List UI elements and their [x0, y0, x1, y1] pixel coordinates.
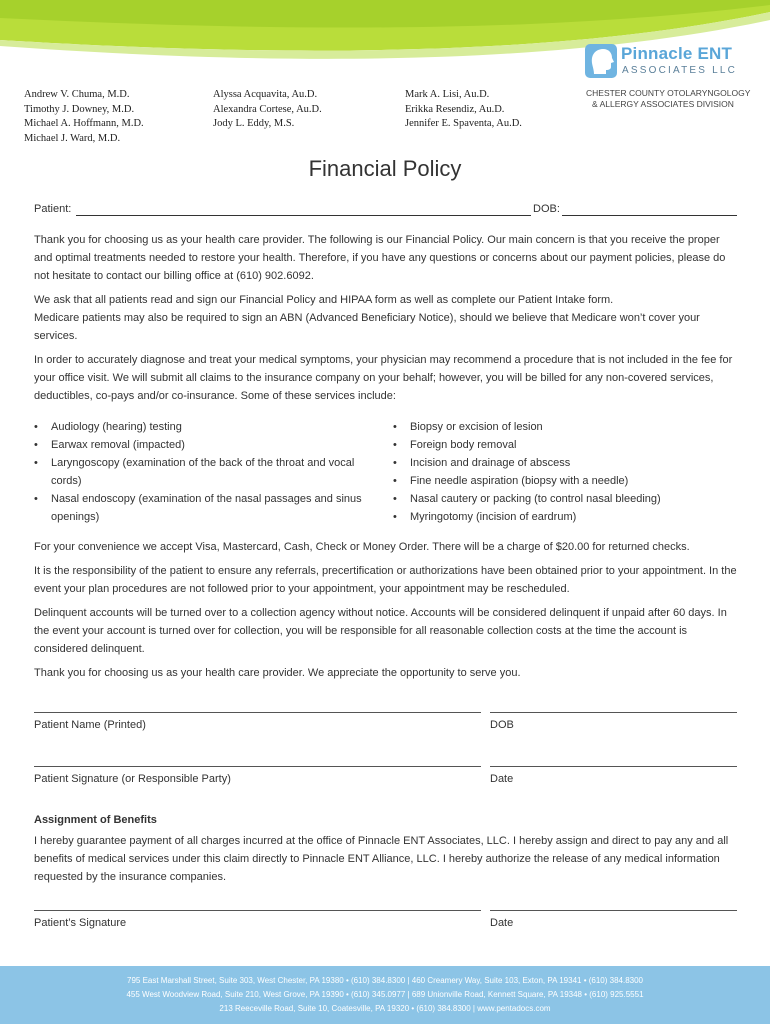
list-item: • Audiology (hearing) testing: [34, 418, 379, 436]
dob-line[interactable]: [490, 712, 737, 713]
assign-date-line[interactable]: [490, 910, 737, 911]
patient-signature-label: Patient Signature (or Responsible Party): [34, 773, 231, 785]
logo-name: Pinnacle ENT: [621, 44, 733, 63]
dob-label: DOB:: [533, 203, 560, 215]
dob-sig-label: DOB: [490, 719, 514, 731]
doctor-list-col2: [213, 88, 322, 132]
doctor-list-col1: [24, 88, 144, 146]
services-list-right: [393, 418, 738, 526]
patient-field[interactable]: [76, 215, 531, 216]
forms-paragraph: We ask that all patients read and sign our Financial Policy and HIPAA form as well as complete our Patient Intake form. Medicare patients may also be required to sign an ABN (Advanced Beneficiary Notice), should we believe that Medicare won’t cover your services.: [34, 294, 700, 342]
assign-date-label: Date: [490, 917, 514, 929]
list-item: • Biopsy or excision of lesion: [393, 418, 738, 436]
delinquent-paragraph: Delinquent accounts will be turned over to a collection agency without notice. Accounts will be considered delinquent if unpaid after 60 days. In the event your account is turned over for collection, you will be responsible for all reasonable collection costs at the time the account is considered delinquent.: [34, 607, 727, 655]
referral-paragraph: It is the responsibility of the patient to ensure any referrals, precertification or authorizations have been obtained prior to your appointment. In the event your plan procedures are not followed prior to your appointment, your appointment may be rescheduled.: [34, 565, 737, 595]
patient-name-line[interactable]: [34, 712, 481, 713]
footer-addresses: [0, 966, 770, 1024]
doctor-name: Michael A. Hoffmann, M.D.: [24, 118, 144, 129]
list-item: • Fine needle aspiration (biopsy with a needle): [393, 472, 738, 490]
patient-info-row: [34, 203, 737, 219]
payment-paragraph: For your convenience we accept Visa, Mastercard, Cash, Check or Money Order. There will be a charge of $20.00 for returned checks.: [34, 541, 690, 553]
page-title: Financial Policy: [308, 156, 462, 181]
doctor-name: Alyssa Acquavita, Au.D.: [213, 89, 318, 100]
doctor-name: Timothy J. Downey, M.D.: [24, 103, 135, 115]
assignment-paragraph: I hereby guarantee payment of all charges incurred at the office of Pinnacle ENT Associates, LLC. I hereby assign and direct to pay any and all benefits of medical services under this claim directly to Pinnacle ENT Alliance, LLC. I hereby authorize the release of any medical information requested by the insurance companies.: [34, 835, 729, 883]
doctor-name: Erikka Resendiz, Au.D.: [405, 103, 505, 115]
list-item: • Laryngoscopy (examination of the back of the throat and vocal cords): [34, 454, 379, 490]
services-paragraph: In order to accurately diagnose and treat your medical symptoms, your physician may recommend a procedure that is not included in the fee for your office visit. We will submit all claims to the insurance company on your behalf; however, you will be billed for any non-covered services, deductibles, co-pays and/or co-insurance. Some of these services include:: [34, 354, 733, 402]
intro-paragraph: Thank you for choosing us as your health care provider. The following is our Financial Policy. Our main concern is that you receive the proper and optimal treatments needed to restore your health. Therefore, if you have any questions or concerns about our payment policies, please do not hesitate to contact our billing office at (610) 902.6092.: [34, 234, 726, 282]
list-item: • Incision and drainage of abscess: [393, 454, 738, 472]
doctor-name: Jennifer E. Spaventa, Au.D.: [405, 118, 522, 129]
footer-line: 455 West Woodview Road, Suite 210, West Grove, PA 19390 • (610) 345.0977 | 689 Unionville Road, Kennett Square, PA 19348 • (610) 925.5551: [126, 990, 644, 999]
date-line[interactable]: [490, 766, 737, 767]
doctor-list-col3: [405, 88, 522, 132]
services-list-left: [34, 418, 379, 526]
assign-signature-label: Patient’s Signature: [34, 917, 127, 929]
doctor-name: Jody L. Eddy, M.S.: [213, 118, 295, 129]
division-label: CHESTER COUNTY OTOLARYNGOLOGY & ALLERGY ASSOCIATES DIVISION: [586, 88, 751, 109]
list-item: • Foreign body removal: [393, 436, 738, 454]
patient-label: Patient:: [34, 203, 72, 215]
company-logo: [585, 44, 738, 80]
doctor-name: Andrew V. Chuma, M.D.: [24, 89, 130, 100]
closing-paragraph: Thank you for choosing us as your health care provider. We appreciate the opportunity to serve you.: [34, 667, 521, 679]
footer-line: 213 Reeceville Road, Suite 10, Coatesville, PA 19320 • (610) 384.8300 | www.pentadocs.com: [219, 1004, 551, 1013]
patient-signature-line[interactable]: [34, 766, 481, 767]
list-item: • Nasal endoscopy (examination of the nasal passages and sinus openings): [34, 490, 379, 526]
assignment-heading: Assignment of Benefits: [34, 814, 157, 826]
dob-field[interactable]: [562, 215, 737, 216]
doctor-name: Mark A. Lisi, Au.D.: [405, 89, 490, 100]
logo-subtitle: ASSOCIATES LLC: [622, 65, 738, 76]
doctor-name: Michael J. Ward, M.D.: [24, 132, 121, 144]
patient-name-label: Patient Name (Printed): [34, 719, 146, 731]
list-item: • Myringotomy (incision of eardrum): [393, 508, 738, 526]
doctor-name: Alexandra Cortese, Au.D.: [213, 103, 322, 115]
date-label: Date: [490, 773, 514, 785]
assign-signature-line[interactable]: [34, 910, 481, 911]
footer-line: 795 East Marshall Street, Suite 303, West Chester, PA 19380 • (610) 384.8300 | 460 Creamery Way, Suite 103, Exton, PA 19341 • (610) 384.8300: [127, 976, 643, 985]
head-profile-icon: [585, 44, 617, 78]
list-item: • Earwax removal (impacted): [34, 436, 379, 454]
list-item: • Nasal cautery or packing (to control nasal bleeding): [393, 490, 738, 508]
